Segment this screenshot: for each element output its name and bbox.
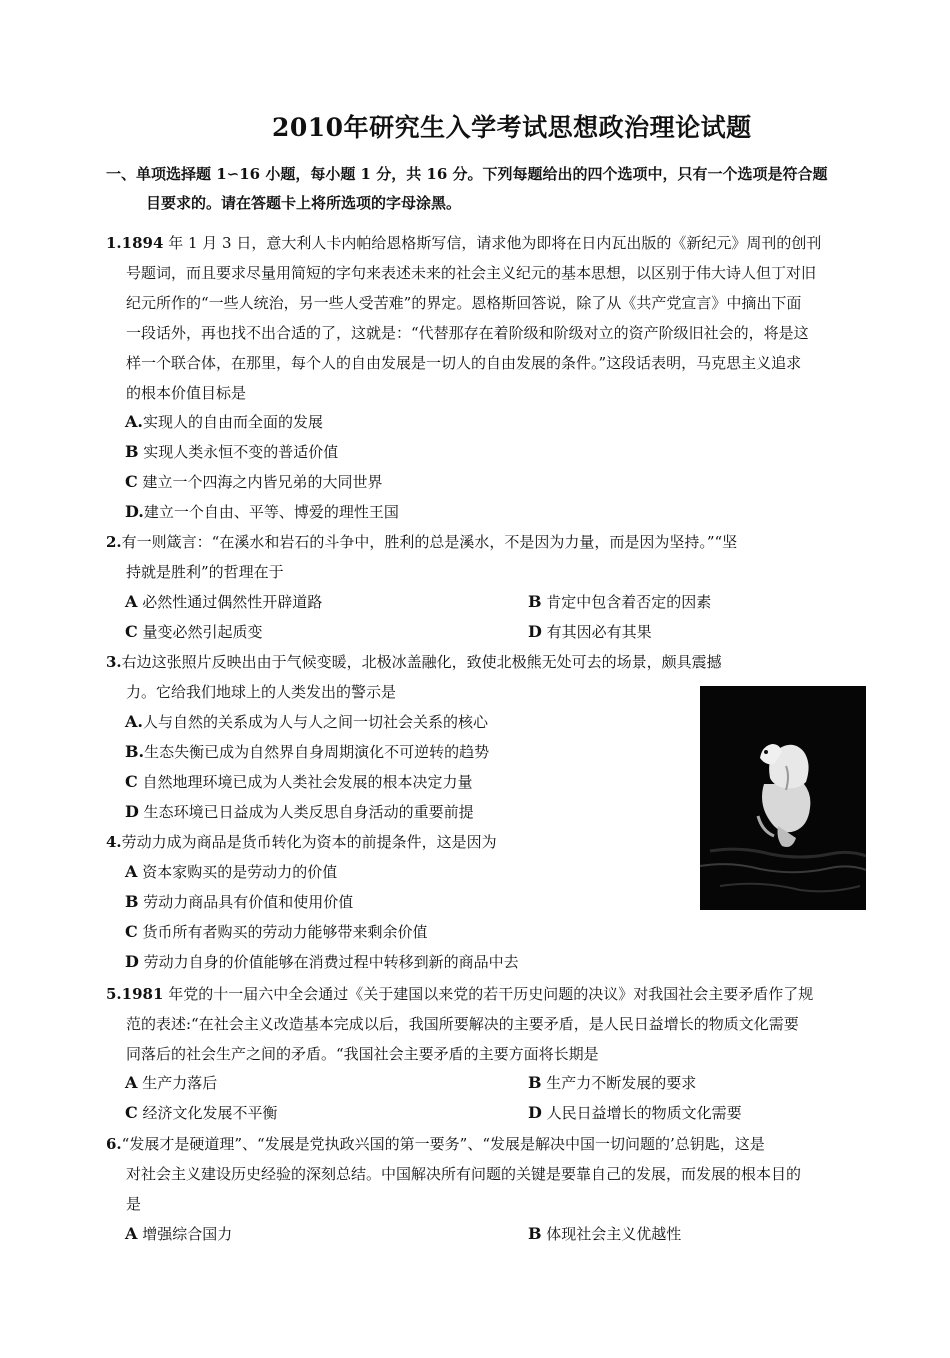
question-text-line: “发展才是硬道理”、“发展是党执政兴国的第一要务”、“发展是解决中国一切问题的’总钥匙，这是 <box>121 1135 765 1153</box>
question-text-line: 对社会主义建设历史经验的深刻总结。中国解决所有问题的关键是要靠自己的发展，而发展的根本目的 <box>126 1165 802 1183</box>
question-number: 2. <box>106 533 122 551</box>
question-text-line: 持就是胜利”的哲理在于 <box>126 563 284 581</box>
page-title: 2010年研究生入学考试思想政治理论试题 <box>272 113 752 142</box>
option-c: C 量变必然引起质变 <box>125 622 263 641</box>
option-b: B 生产力不断发展的要求 <box>528 1073 697 1092</box>
option-a: A 增强综合国力 <box>125 1224 233 1243</box>
question-number: 1.1894 <box>106 234 164 252</box>
option-c: C 建立一个四海之内皆兄弟的大同世界 <box>125 472 383 491</box>
section-line-1: 一、单项选择题 1∽16 小题，每小题 1 分，共 16 分。下列每题给出的四个选项中，只有一个选项是符合题 <box>106 165 828 183</box>
question-number: 6. <box>106 1135 122 1153</box>
question-text-line: 劳动力成为商品是货币转化为资本的前提条件，这是因为 <box>121 833 497 851</box>
option-d: D 劳动力自身的价值能够在消费过程中转移到新的商品中去 <box>125 952 519 971</box>
question-6 <box>106 1129 848 1219</box>
question-number: 5.1981 <box>106 985 164 1003</box>
option-d: D.建立一个自由、平等、博爱的理性王国 <box>125 502 399 521</box>
option-a: A.人与自然的关系成为人与人之间一切社会关系的核心 <box>125 712 488 731</box>
question-number: 3. <box>106 653 122 671</box>
question-text-line: 年党的十一届六中全会通过《关于建国以来党的若干历史问题的决议》对我国社会主要矛盾作了规 <box>163 985 814 1003</box>
question-text-line: 的根本价值目标是 <box>126 384 247 402</box>
option-b: B.生态失衡已成为自然界自身周期演化不可逆转的趋势 <box>125 742 490 761</box>
option-a: A.实现人的自由而全面的发展 <box>125 412 323 431</box>
option-c: C 货币所有者购买的劳动力能够带来剩余价值 <box>125 922 428 941</box>
section-instructions <box>106 160 846 218</box>
option-c: C 自然地理环境已成为人类社会发展的根本决定力量 <box>125 772 473 791</box>
question-text-line: 年 1 月 3 日，意大利人卡内帕给恩格斯写信，请求他为即将在日内瓦出版的《新纪元》周刊的创刊 <box>163 234 822 252</box>
question-4 <box>106 827 706 857</box>
question-3 <box>106 647 756 707</box>
polar-bear-photo <box>700 686 866 910</box>
option-d: D 人民日益增长的物质文化需要 <box>528 1103 742 1122</box>
option-b: B 肯定中包含着否定的因素 <box>528 592 712 611</box>
option-a: A 资本家购买的是劳动力的价值 <box>125 862 338 881</box>
question-1 <box>106 228 848 408</box>
option-b: B 实现人类永恒不变的普适价值 <box>125 442 339 461</box>
option-a: A 生产力落后 <box>125 1073 218 1092</box>
question-text-line: 纪元所作的“一些人统治，另一些人受苦难”的界定。恩格斯回答说，除了从《共产党宣言》中摘出下面 <box>126 294 802 312</box>
option-b: B 体现社会主义优越性 <box>528 1224 682 1243</box>
question-text-line: 范的表述:“在社会主义改造基本完成以后，我国所要解决的主要矛盾，是人民日益增长的物质文化需要 <box>126 1015 799 1033</box>
option-c: C 经济文化发展不平衡 <box>125 1103 278 1122</box>
question-5 <box>106 979 848 1069</box>
question-text-line: 是 <box>126 1195 142 1213</box>
question-number: 4. <box>106 833 122 851</box>
option-d: D 生态环境已日益成为人类反思自身活动的重要前提 <box>125 802 474 821</box>
question-text-line: 一段话外，再也找不出合适的了，这就是：“代替那存在着阶级和阶级对立的资产阶级旧社会的，将是这 <box>126 324 809 342</box>
question-text-line: 有一则箴言：“在溪水和岩石的斗争中，胜利的总是溪水，不是因为力量，而是因为坚持。”“坚 <box>121 533 738 551</box>
question-text-line: 右边这张照片反映出由于气候变暖，北极冰盖融化，致使北极熊无处可去的场景，颇具震撼 <box>121 653 722 671</box>
question-2 <box>106 527 848 587</box>
option-a: A 必然性通过偶然性开辟道路 <box>125 592 323 611</box>
question-text-line: 样一个联合体，在那里，每个人的自由发展是一切人的自由发展的条件。”这段话表明，马克思主义追求 <box>126 354 802 372</box>
polar-bear-icon <box>700 686 866 910</box>
option-d: D 有其因必有其果 <box>528 622 652 641</box>
question-text-line: 力。它给我们地球上的人类发出的警示是 <box>126 683 397 701</box>
option-b: B 劳动力商品具有价值和使用价值 <box>125 892 354 911</box>
section-line-2: 目要求的。请在答题卡上将所选项的字母涂黑。 <box>146 194 462 212</box>
question-text-line: 同落后的社会生产之间的矛盾。“我国社会主要矛盾的主要方面将长期是 <box>126 1045 599 1063</box>
question-text-line: 号题词，而且要求尽量用简短的字句来表述未来的社会主义纪元的基本思想，以区别于伟大诗人但丁对旧 <box>126 264 817 282</box>
